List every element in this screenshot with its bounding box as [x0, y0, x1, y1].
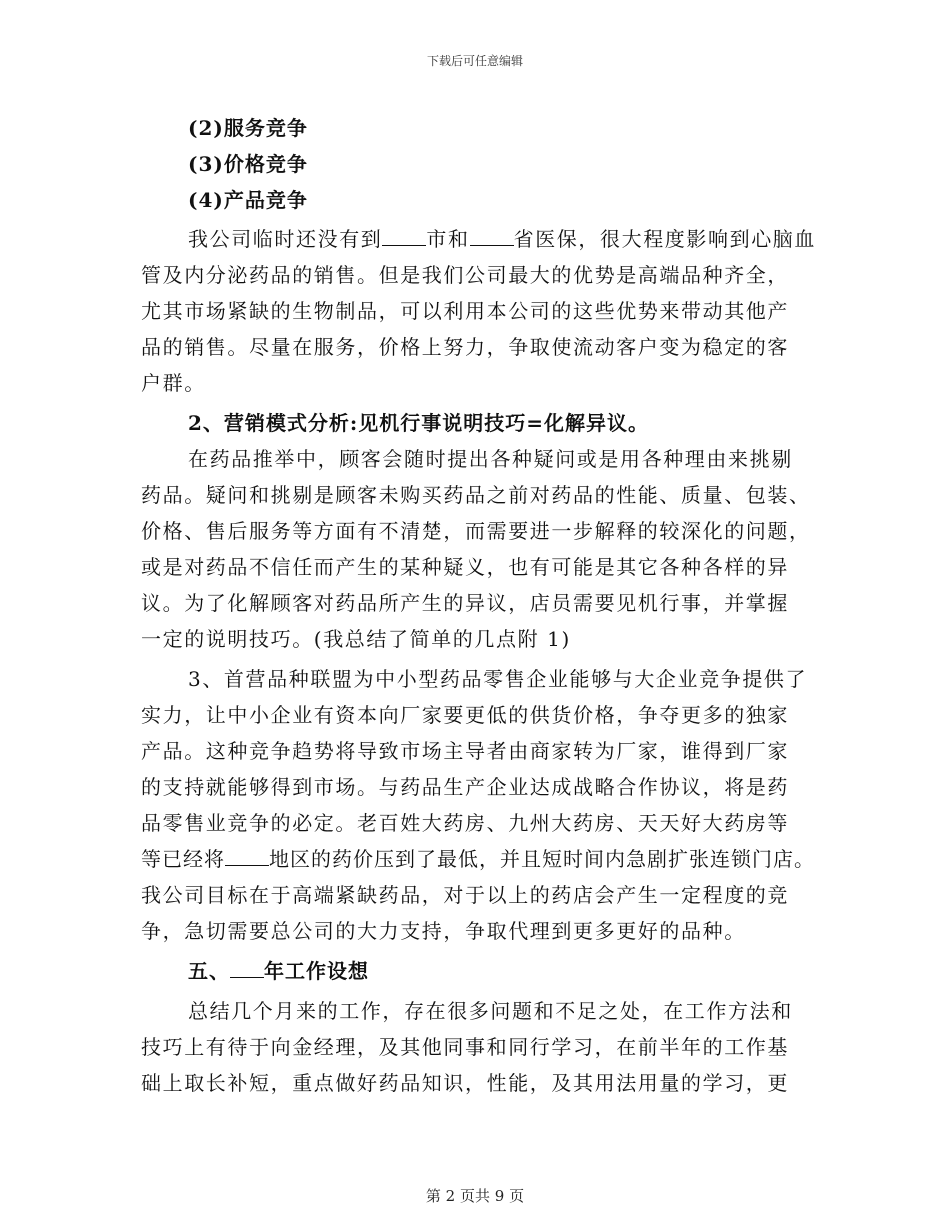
paragraph-line: 争，急切需要总公司的大力支持，争取代理到更多更好的品种。 [141, 919, 746, 943]
heading-product-competition: (4)产品竞争 [188, 188, 308, 212]
section-2-title: 2、营销模式分析:见机行事说明技巧=化解异议。 [188, 411, 650, 435]
paragraph-line: 管及内分泌药品的销售。但是我们公司最大的优势是高端品种齐全， [141, 263, 789, 287]
paragraph-line: 药品。疑问和挑剔是顾客未购买药品之前对药品的性能、质量、包装、 [141, 483, 811, 507]
paragraph-line: 在药品推举中，顾客会随时提出各种疑问或是用各种理由来挑剔 [188, 447, 793, 471]
page-header: 下载后可任意编辑 [426, 54, 523, 68]
heading-service-competition: (2)服务竞争 [188, 116, 308, 140]
paragraph-line: 价格、售后服务等方面有不清楚，而需要进一步解释的较深化的问题， [141, 519, 811, 543]
paragraph-line: 技巧上有待于向金经理，及其他同事和同行学习，在前半年的工作基 [141, 1035, 789, 1059]
paragraph-line: 3、首营品种联盟为中小型药品零售企业能够与大企业竞争提供了 [188, 667, 808, 691]
page-footer: 第 2 页共 9 页 [425, 1187, 525, 1205]
fill-blank [230, 959, 264, 978]
paragraph-line: 实力，让中小企业有资本向厂家要更低的供货价格，争夺更多的独家 [141, 703, 789, 727]
paragraph-line: 我公司临时还没有到 市和 省医保，很大程度影响到心脑血 [188, 227, 817, 251]
paragraph-line: 总结几个月来的工作，存在很多问题和不足之处，在工作方法和 [188, 999, 793, 1023]
paragraph-line: 等已经将 地区的药价压到了最低，并且短时间内急剧扩张连锁门店。 [141, 847, 815, 871]
paragraph-line: 我公司目标在于高端紧缺药品，对于以上的药店会产生一定程度的竞 [141, 883, 789, 907]
paragraph-line: 的支持就能够得到市场。与药品生产企业达成战略合作协议，将是药 [141, 775, 789, 799]
paragraph-line: 品的销售。尽量在服务，价格上努力，争取使流动客户变为稳定的客 [141, 335, 789, 359]
paragraph-line: 议。为了化解顾客对药品所产生的异议，店员需要见机行事，并掌握 [141, 591, 789, 615]
fill-blank [470, 227, 514, 246]
paragraph-line: 产品。这种竞争趋势将导致市场主导者由商家转为厂家，谁得到厂家 [141, 739, 789, 763]
fill-blank [382, 227, 426, 246]
heading-price-competition: (3)价格竞争 [188, 152, 308, 176]
paragraph-line: 品零售业竞争的必定。老百姓大药房、九州大药房、天天好大药房等 [141, 811, 789, 835]
paragraph-line: 或是对药品不信任而产生的某种疑义，也有可能是其它各种各样的异 [141, 555, 789, 579]
paragraph-line: 户群。 [141, 371, 206, 395]
fill-blank [225, 847, 269, 866]
paragraph-line: 尤其市场紧缺的生物制品，可以利用本公司的这些优势来带动其他产 [141, 299, 789, 323]
section-5-title: 五、 年工作设想 [188, 959, 369, 983]
paragraph-line: 一定的说明技巧。(我总结了简单的几点附 1) [141, 627, 571, 651]
paragraph-line: 础上取长补短，重点做好药品知识，性能，及其用法用量的学习，更 [141, 1071, 789, 1095]
